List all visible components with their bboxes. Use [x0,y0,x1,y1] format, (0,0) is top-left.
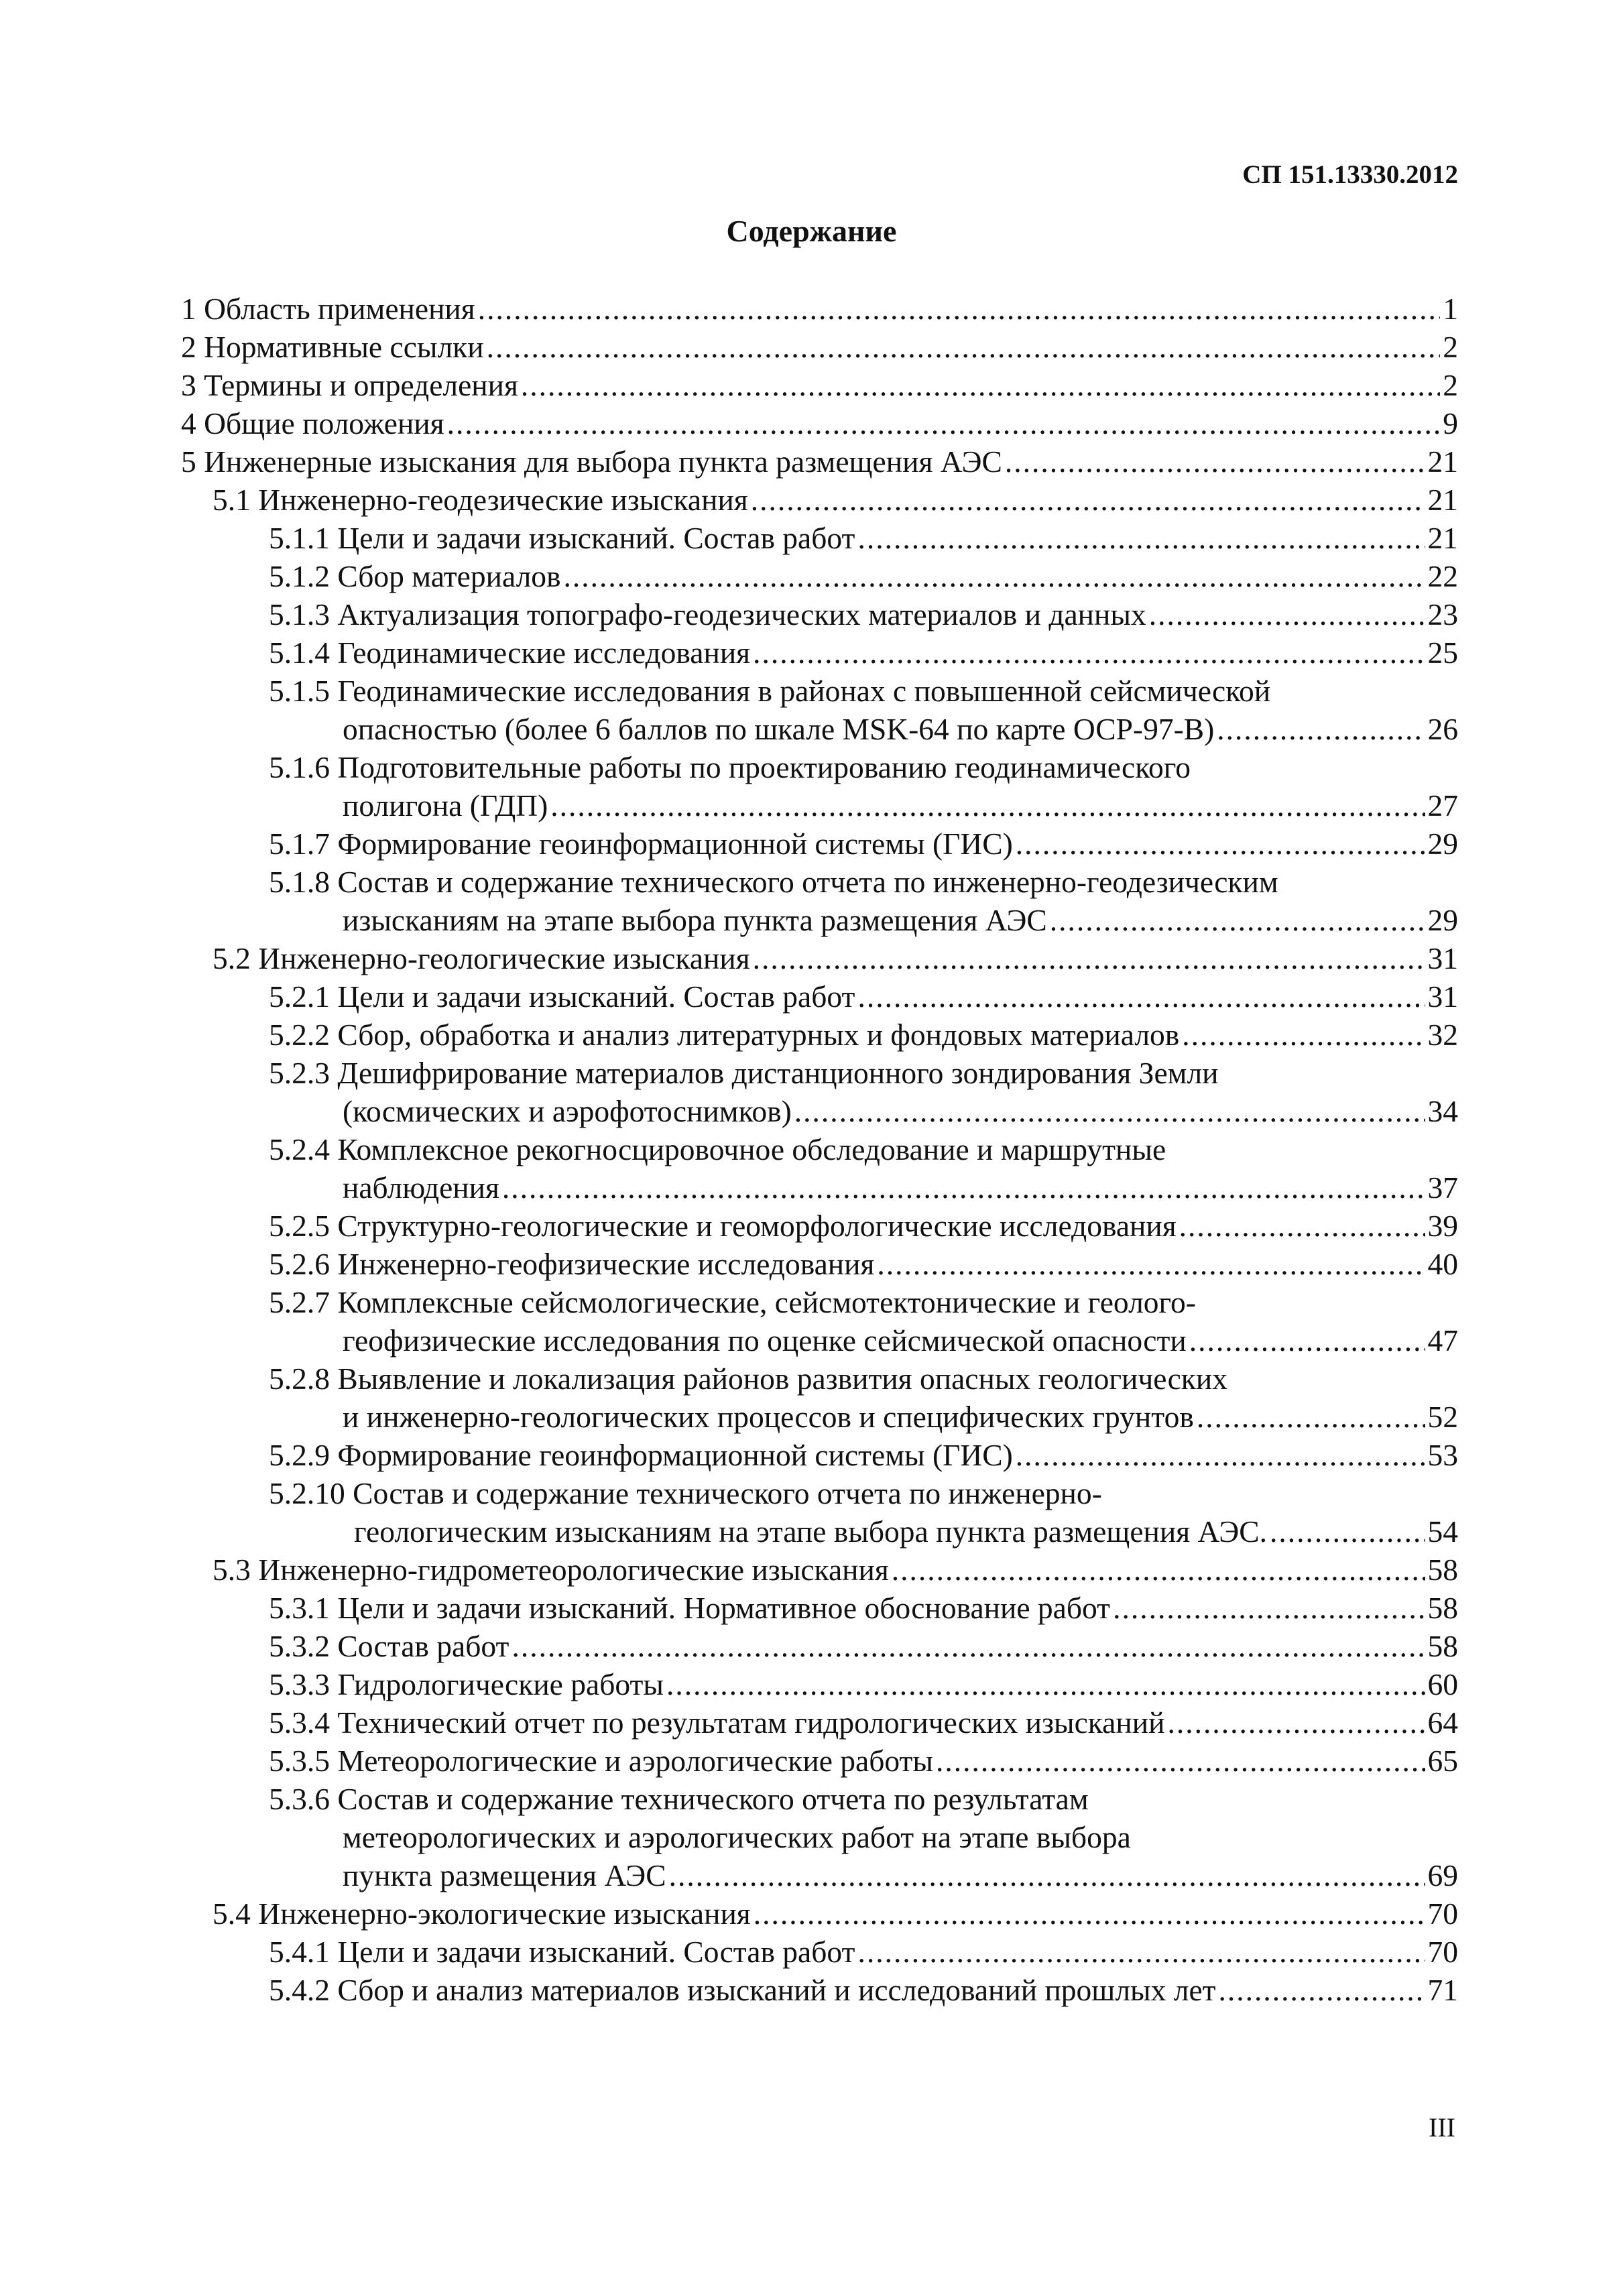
toc-entry-title: 5.2.3 Дешифрирование материалов дистанционного зондирования Земли [269,1056,1219,1090]
toc-entry-title: 5.1.7 Формирование геоинформационной системы (ГИС) [269,827,1013,861]
table-of-contents [181,290,1458,2009]
toc-entry[interactable] [181,825,1458,863]
toc-entry-page: 29 [1427,827,1458,861]
toc-entry-page: 34 [1427,1094,1458,1128]
dot-leader [1197,1398,1425,1436]
toc-entry-title: 5.3 Инженерно-гидрометеорологические изыскания [213,1553,889,1587]
toc-entry[interactable] [181,748,1458,825]
toc-entry-title: 5.3.3 Гидрологические работы [269,1667,664,1701]
dot-leader [1050,901,1425,939]
toc-entry[interactable] [181,633,1458,672]
dot-leader [754,1894,1425,1933]
toc-entry-title: 5.1.2 Сбор материалов [269,559,561,593]
toc-entry-page: 64 [1427,1705,1458,1740]
toc-entry[interactable] [181,1130,1458,1207]
toc-entry-page: 70 [1427,1896,1458,1931]
toc-entry-title: 5.3.5 Метеорологические и аэрологические работы [269,1744,934,1778]
dot-leader [1189,1321,1425,1360]
dot-leader [502,1168,1425,1207]
toc-entry-title: 5.4.1 Цели и задачи изысканий. Состав работ [269,1935,855,1969]
toc-entry[interactable] [181,519,1458,557]
toc-entry-title: 5.2.5 Структурно-геологические и геоморфологические исследования [269,1209,1177,1243]
dot-leader [1270,1512,1425,1551]
toc-entry[interactable] [181,1551,1458,1589]
toc-entry-title: 2 Нормативные ссылки [181,330,484,364]
toc-entry-page: 26 [1427,712,1458,746]
toc-entry-title: и инженерно-геологических процессов и специфических грунтов [343,1400,1194,1434]
toc-entry-title: 5.1.3 Актуализация топографо-геодезических материалов и данных [269,597,1146,631]
page-number: III [1429,2112,1455,2142]
toc-entry-page: 39 [1427,1209,1458,1243]
toc-entry-title: 5.2.4 Комплексное рекогносцировочное обследование и маршрутные [269,1132,1166,1166]
dot-leader [857,519,1425,557]
toc-entry[interactable] [181,328,1458,366]
toc-entry-title: 4 Общие положения [181,406,444,440]
toc-entry[interactable] [181,1703,1458,1742]
toc-entry-title: 5.3.6 Состав и содержание технического отчета по результатам [269,1782,1089,1816]
toc-entry[interactable] [181,1436,1458,1474]
toc-entry-title: пункта размещения АЭС [343,1858,666,1892]
toc-entry[interactable] [181,290,1458,328]
toc-entry-page: 9 [1443,406,1458,440]
toc-entry[interactable] [181,1589,1458,1627]
toc-entry-title: 5.3.1 Цели и задачи изысканий. Нормативное обоснование работ [269,1591,1111,1625]
toc-entry-title: изысканиям на этапе выбора пункта размещения АЭС [343,903,1047,937]
toc-entry-page: 53 [1427,1438,1458,1472]
toc-entry[interactable] [181,863,1458,939]
dot-leader [892,1551,1425,1589]
toc-entry[interactable] [181,481,1458,519]
dot-leader [512,1627,1425,1665]
toc-entry-page: 23 [1427,597,1458,631]
toc-entry-page: 27 [1427,788,1458,823]
toc-entry-title: 5.3.2 Состав работ [269,1629,509,1663]
toc-entry[interactable] [181,366,1458,404]
dot-leader [936,1742,1425,1780]
toc-entry-title: 5.4 Инженерно-экологические изыскания [213,1896,751,1931]
toc-entry-title: 5.4.2 Сбор и анализ материалов изысканий и исследований прошлых лет [269,1973,1216,2007]
toc-entry-title: 1 Область применения [181,292,475,326]
dot-leader [1016,825,1425,863]
dot-leader [1167,1703,1425,1742]
toc-entry-page: 69 [1427,1858,1458,1892]
toc-entry-page: 70 [1427,1935,1458,1969]
toc-entry[interactable] [181,939,1458,977]
toc-entry-title: полигона (ГДП) [343,788,548,823]
document-code: СП 151.13330.2012 [1242,160,1458,189]
toc-entry-page: 29 [1427,903,1458,937]
toc-entry[interactable] [181,977,1458,1016]
toc-entry-page: 22 [1427,559,1458,593]
toc-entry-page: 21 [1427,483,1458,517]
toc-entry-title: 5.2.7 Комплексные сейсмологические, сейсмотектонические и геолого- [269,1285,1196,1319]
toc-entry[interactable] [181,1245,1458,1283]
toc-entry-page: 31 [1427,979,1458,1014]
toc-entry-title: 5.1.1 Цели и задачи изысканий. Состав работ [269,521,855,555]
dot-leader [487,328,1441,366]
toc-entry-page: 65 [1427,1744,1458,1778]
toc-entry-page: 25 [1427,636,1458,670]
toc-entry[interactable] [181,672,1458,748]
toc-entry[interactable] [181,1283,1458,1360]
toc-entry[interactable] [181,595,1458,633]
toc-entry-title: (космических и аэрофотоснимков) [343,1094,792,1128]
toc-entry-title: 5.2.6 Инженерно-геофизические исследования [269,1247,875,1281]
toc-entry[interactable] [181,1971,1458,2009]
toc-entry-title: 5.2 Инженерно-геологические изыскания [213,941,750,975]
toc-entry[interactable] [181,1207,1458,1245]
toc-entry[interactable] [181,1780,1458,1894]
toc-title: Содержание [726,214,897,248]
toc-entry-page: 52 [1427,1400,1458,1434]
toc-entry[interactable] [181,404,1458,442]
toc-entry[interactable] [181,1627,1458,1665]
toc-entry-title: метеорологических и аэрологических работ на этапе выбора [343,1820,1131,1854]
dot-leader [753,939,1425,977]
dot-leader [794,1092,1425,1130]
toc-entry-page: 31 [1427,941,1458,975]
dot-leader [1113,1589,1425,1627]
toc-entry-page: 37 [1427,1170,1458,1205]
toc-entry-title: 5.2.2 Сбор, обработка и анализ литературных и фондовых материалов [269,1018,1180,1052]
toc-entry-page: 58 [1427,1553,1458,1587]
dot-leader [857,977,1425,1016]
dot-leader [1219,1971,1425,2009]
toc-entry[interactable] [181,1016,1458,1054]
dot-leader [564,557,1425,595]
toc-entry-title: наблюдения [343,1170,499,1205]
toc-entry-page: 2 [1443,330,1458,364]
toc-entry-title: 5.3.4 Технический отчет по результатам гидрологических изысканий [269,1705,1165,1740]
dot-leader [478,290,1441,328]
dot-leader [669,1856,1425,1894]
toc-entry[interactable] [181,1933,1458,1971]
toc-entry[interactable] [181,557,1458,595]
toc-entry-page: 58 [1427,1591,1458,1625]
toc-entry-title: 5.1.8 Состав и содержание технического отчета по инженерно-геодезическим [269,865,1278,899]
toc-entry-page: 21 [1427,444,1458,479]
toc-entry[interactable] [181,1054,1458,1130]
toc-entry-title: 5.1.5 Геодинамические исследования в районах с повышенной сейсмической [269,674,1271,708]
dot-leader [751,481,1425,519]
dot-leader [1016,1436,1425,1474]
toc-entry-page: 58 [1427,1629,1458,1663]
toc-entry-page: 47 [1427,1323,1458,1357]
dot-leader [447,404,1441,442]
toc-entry-title: 5.1.4 Геодинамические исследования [269,636,751,670]
toc-entry-title: 5.2.10 Состав и содержание технического отчета по инженерно- [269,1476,1102,1510]
toc-entry-title: 5.2.9 Формирование геоинформационной системы (ГИС) [269,1438,1013,1472]
toc-entry-page: 32 [1427,1018,1458,1052]
toc-entry-title: 5.1 Инженерно-геодезические изыскания [213,483,748,517]
toc-entry-title: 5.2.1 Цели и задачи изысканий. Состав работ [269,979,855,1014]
toc-entry-page: 21 [1427,521,1458,555]
dot-leader [753,633,1425,672]
toc-entry[interactable] [181,442,1458,481]
dot-leader [857,1933,1425,1971]
toc-entry-page: 54 [1427,1514,1458,1549]
dot-leader [1005,442,1425,481]
dot-leader [1217,710,1425,748]
toc-entry[interactable] [181,1474,1458,1551]
toc-entry-title: 5.1.6 Подготовительные работы по проектированию геодинамического [269,750,1191,784]
toc-entry-title: 5 Инженерные изыскания для выбора пункта размещения АЭС [181,444,1002,479]
dot-leader [1182,1016,1425,1054]
toc-entry-title: 5.2.8 Выявление и локализация районов развития опасных геологических [269,1362,1228,1396]
toc-entry-title: геофизические исследования по оценке сейсмической опасности [343,1323,1187,1357]
toc-entry-page: 40 [1427,1247,1458,1281]
toc-entry[interactable] [181,1742,1458,1780]
dot-leader [1179,1207,1425,1245]
toc-entry[interactable] [181,1665,1458,1703]
toc-entry-title: геологическим изысканиям на этапе выбора пункта размещения АЭС. [354,1514,1268,1549]
toc-entry-title: опасностью (более 6 баллов по шкале MSK-64 по карте ОСР-97-В) [343,712,1215,746]
toc-entry[interactable] [181,1894,1458,1933]
dot-leader [1149,595,1425,633]
toc-entry-page: 60 [1427,1667,1458,1701]
dot-leader [550,786,1425,825]
toc-entry[interactable] [181,1360,1458,1436]
toc-entry-page: 1 [1443,292,1458,326]
toc-entry-page: 2 [1443,368,1458,402]
toc-entry-title: 3 Термины и определения [181,368,518,402]
dot-leader [877,1245,1425,1283]
toc-entry-page: 71 [1427,1973,1458,2007]
dot-leader [666,1665,1425,1703]
dot-leader [521,366,1440,404]
